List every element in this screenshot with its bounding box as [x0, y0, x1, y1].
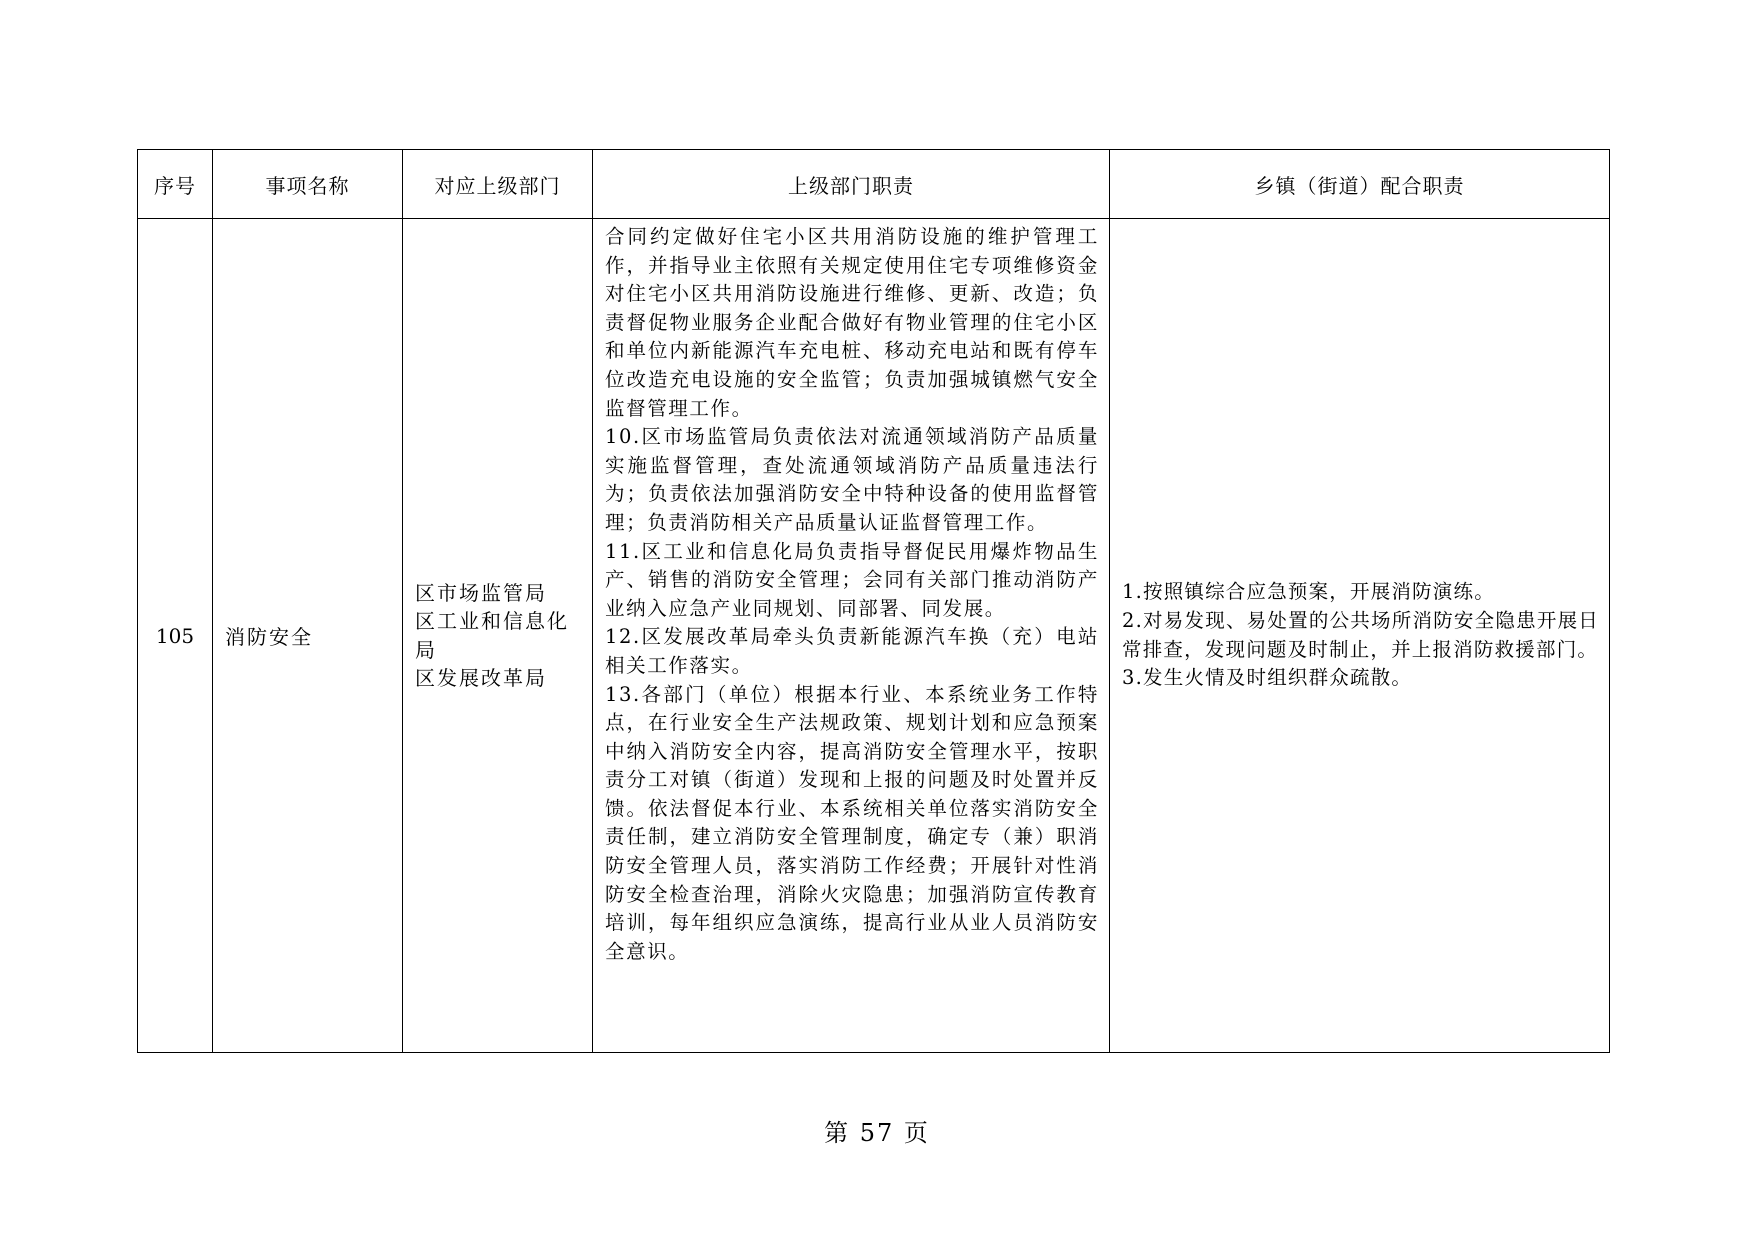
department-line: 区市场监管局: [415, 580, 547, 605]
department-line: 区工业和信息化局: [415, 609, 569, 662]
township-paragraph: 3.发生火情及时组织群众疏散。: [1122, 666, 1413, 690]
responsibility-paragraph: 合同约定做好住宅小区共用消防设施的维护管理工作，并指导业主依照有关规定使用住宅专项维修资金对住宅小区共用消防设施进行维修、更新、改造；负责督促物业服务企业配合做好有物业管理的住宅小区和单位内新能源汽车充电桩、移动充电站和既有停车位改造充电设施的安全监管；负责加强城镇燃气安全监督管理工作。: [605, 225, 1099, 420]
cell-superior-responsibilities: [593, 219, 1110, 1053]
cell-township-responsibilities: [1110, 219, 1610, 1053]
table-row: [138, 219, 1610, 1053]
cell-item-name: 消防安全: [213, 219, 403, 1053]
responsibility-paragraph: 11.区工业和信息化局负责指导督促民用爆炸物品生产、销售的消防安全管理；会同有关部门推动消防产业纳入应急产业同规划、同部署、同发展。: [605, 539, 1099, 620]
township-paragraph: 1.按照镇综合应急预案，开展消防演练。: [1122, 580, 1495, 604]
header-seq: 序号: [138, 150, 213, 219]
township-paragraph: 2.对易发现、易处置的公共场所消防安全隐患开展日常排查，发现问题及时制止，并上报消防救援部门。: [1122, 608, 1599, 661]
responsibility-paragraph: 10.区市场监管局负责依法对流通领域消防产品质量实施监督管理，查处流通领域消防产品质量违法行为；负责依法加强消防安全中特种设备的使用监督管理；负责消防相关产品质量认证监督管理工作。: [605, 425, 1099, 534]
responsibility-table: [137, 149, 1610, 1053]
responsibility-paragraph: 13.各部门（单位）根据本行业、本系统业务工作特点，在行业安全生产法规政策、规划计划和应急预案中纳入消防安全内容，提高消防安全管理水平，按职责分工对镇（街道）发现和上报的问题及时处置并反馈。依法督促本行业、本系统相关单位落实消防安全责任制，建立消防安全管理制度，确定专（兼）职消防安全管理人员，落实消防工作经费；开展针对性消防安全检查治理，消除火灾隐患；加强消防宣传教育培训，每年组织应急演练，提高行业从业人员消防安全意识。: [605, 682, 1099, 963]
page-number: 第 57 页: [824, 1119, 930, 1147]
header-superior-responsibilities: 上级部门职责: [593, 150, 1110, 219]
responsibility-paragraph: 12.区发展改革局牵头负责新能源汽车换（充）电站相关工作落实。: [605, 625, 1099, 677]
cell-departments: [403, 219, 593, 1053]
header-township-responsibilities: 乡镇（街道）配合职责: [1110, 150, 1610, 219]
department-line: 区发展改革局: [415, 666, 547, 690]
header-item-name: 事项名称: [213, 150, 403, 219]
cell-seq: 105: [138, 219, 213, 1053]
header-department: 对应上级部门: [403, 150, 593, 219]
table-header-row: [138, 150, 1610, 219]
